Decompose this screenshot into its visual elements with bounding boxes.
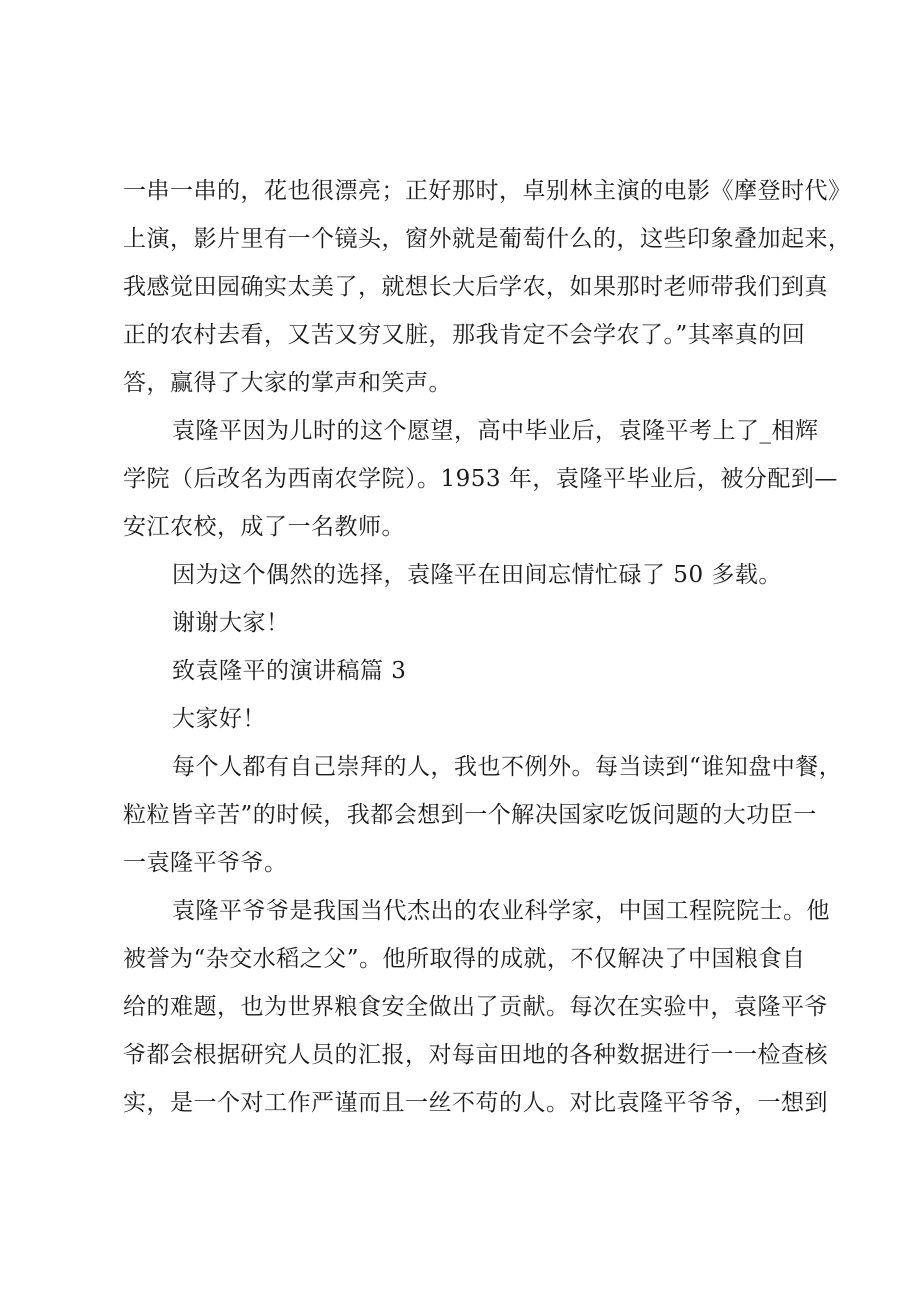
text-line: 被誉为“杂交水稻之父”。他所取得的成就，不仅解决了中国粮食自	[123, 946, 806, 972]
closing-line: 谢谢大家！	[172, 610, 290, 636]
text-line: 袁隆平因为儿时的这个愿望，高中毕业后，袁隆平考上了_相辉	[172, 418, 819, 444]
text-line: 每个人都有自己崇拜的人，我也不例外。每当读到“谁知盘中餐，	[172, 754, 843, 780]
text-line: 答，赢得了大家的掌声和笑声。	[123, 370, 452, 396]
text-line: 正的农村去看，又苦又穷又脏，那我肯定不会学农了。”其率真的回	[123, 322, 806, 348]
text-line: 爷都会根据研究人员的汇报，对每亩田地的各种数据进行一一检查核	[123, 1042, 828, 1068]
text-line: 粒粒皆辛苦”的时候，我都会想到一个解决国家吃饭问题的大功臣一	[123, 802, 817, 828]
text-line: 上演，影片里有一个镜头，窗外就是葡萄什么的，这些印象叠加起来，	[123, 226, 852, 252]
text-line: 学院（后改名为西南农学院）。1953 年，袁隆平毕业后，被分配到—	[123, 466, 838, 492]
text-line: 一串一串的，花也很漂亮；正好那时，卓别林主演的电影《摩登时代》	[123, 178, 852, 204]
section-title: 致袁隆平的演讲稿篇 3	[172, 658, 407, 684]
text-line: 一袁隆平爷爷。	[123, 850, 288, 876]
text-line: 给的难题，也为世界粮食安全做出了贡献。每次在实验中，袁隆平爷	[123, 994, 828, 1020]
text-line: 袁隆平爷爷是我国当代杰出的农业科学家，中国工程院院士。他	[172, 898, 830, 924]
text-line: 安江农校，成了一名教师。	[123, 514, 405, 540]
text-line: 因为这个偶然的选择，袁隆平在田间忘情忙碌了 50 多载。	[172, 562, 782, 588]
greeting-line: 大家好！	[172, 706, 266, 732]
text-line: 我感觉田园确实太美了，就想长大后学农，如果那时老师带我们到真	[123, 274, 828, 300]
text-line: 实，是一个对工作严谨而且一丝不苟的人。对比袁隆平爷爷，一想到	[123, 1090, 828, 1116]
